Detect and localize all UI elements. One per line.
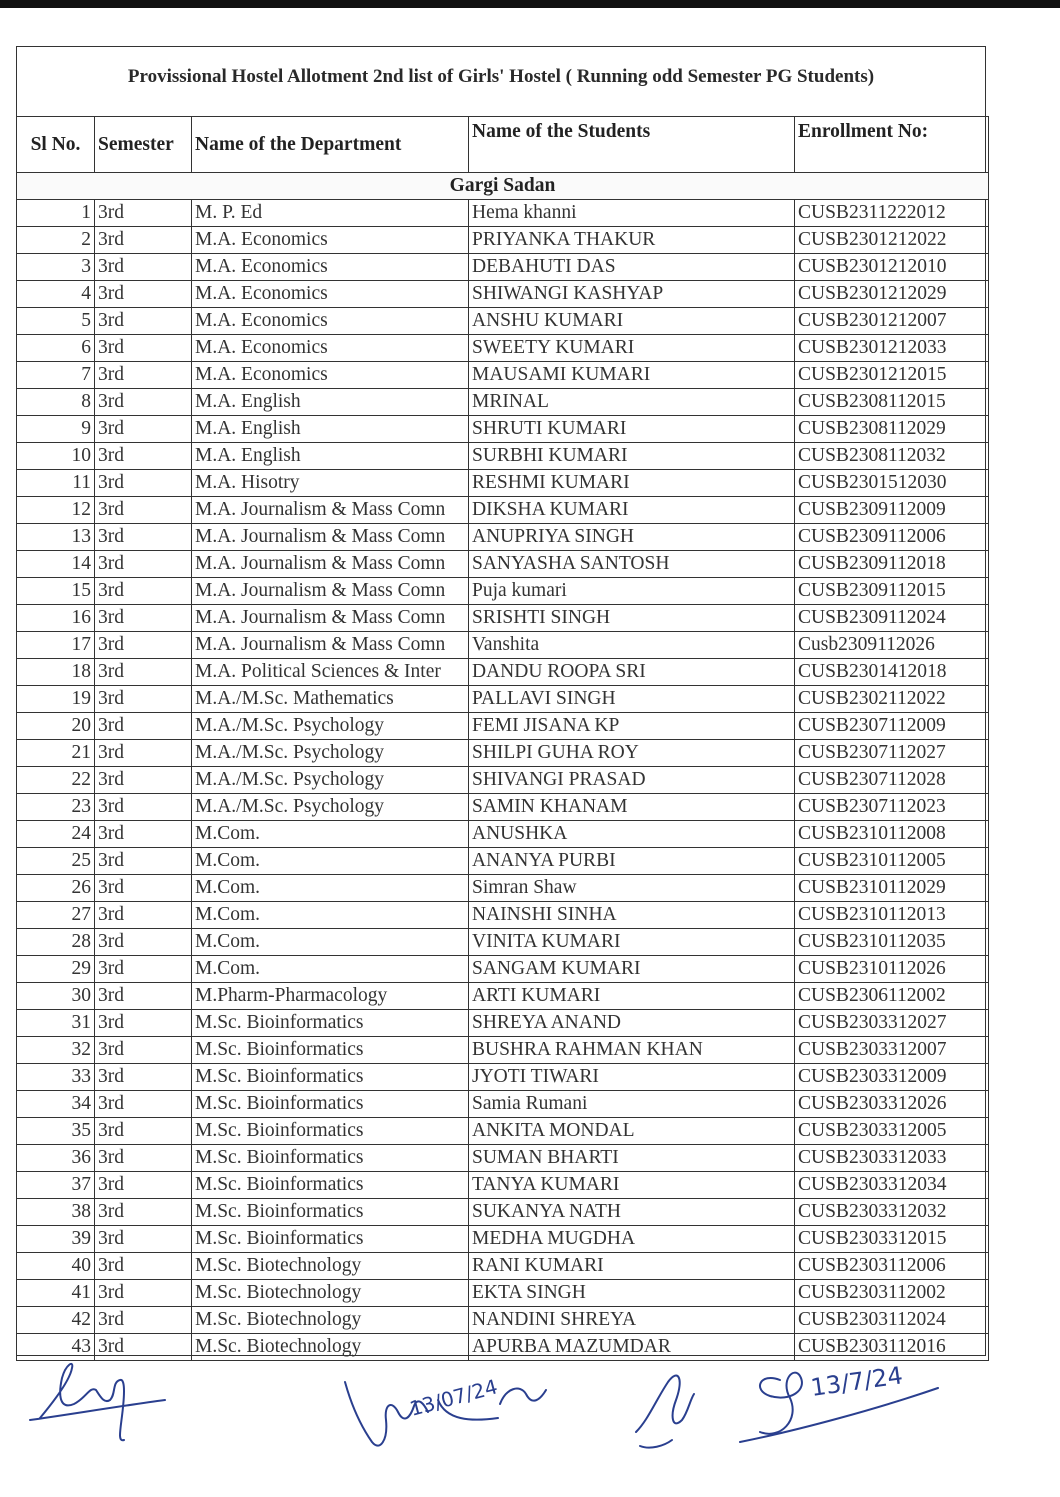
cell-sl-no: 42: [17, 1307, 95, 1334]
cell-semester: 3rd: [95, 200, 192, 227]
cell-student-name: VINITA KUMARI: [469, 929, 795, 956]
table-row: [17, 821, 989, 848]
cell-student-name: Puja kumari: [469, 578, 795, 605]
cell-semester: 3rd: [95, 470, 192, 497]
table-row: [17, 200, 989, 227]
table-row: [17, 605, 989, 632]
cell-semester: 3rd: [95, 929, 192, 956]
cell-sl-no: 36: [17, 1145, 95, 1172]
cell-sl-no: 25: [17, 848, 95, 875]
table-row: [17, 1118, 989, 1145]
cell-student-name: DANDU ROOPA SRI: [469, 659, 795, 686]
cell-student-name: SRISHTI SINGH: [469, 605, 795, 632]
table-row: [17, 1091, 989, 1118]
cell-department: M.Pharm-Pharmacology: [192, 983, 469, 1010]
cell-semester: 3rd: [95, 1199, 192, 1226]
cell-semester: 3rd: [95, 389, 192, 416]
cell-semester: 3rd: [95, 416, 192, 443]
table-row: [17, 686, 989, 713]
cell-sl-no: 32: [17, 1037, 95, 1064]
cell-enrollment: CUSB2310112026: [795, 956, 989, 983]
cell-sl-no: 37: [17, 1172, 95, 1199]
table-row: [17, 281, 989, 308]
section-title: Gargi Sadan: [17, 173, 989, 200]
cell-student-name: NAINSHI SINHA: [469, 902, 795, 929]
cell-enrollment: CUSB2303112016: [795, 1334, 989, 1361]
cell-student-name: DEBAHUTI DAS: [469, 254, 795, 281]
cell-enrollment: CUSB2307112028: [795, 767, 989, 794]
cell-semester: 3rd: [95, 1280, 192, 1307]
cell-department: M.A. Journalism & Mass Comn: [192, 578, 469, 605]
cell-sl-no: 17: [17, 632, 95, 659]
cell-student-name: Samia Rumani: [469, 1091, 795, 1118]
cell-semester: 3rd: [95, 1172, 192, 1199]
cell-department: M.A./M.Sc. Psychology: [192, 740, 469, 767]
cell-semester: 3rd: [95, 794, 192, 821]
cell-sl-no: 5: [17, 308, 95, 335]
cell-sl-no: 35: [17, 1118, 95, 1145]
page-title: Provissional Hostel Allotment 2nd list of Girls' Hostel ( Running odd Semester PG Students): [127, 66, 875, 87]
cell-semester: 3rd: [95, 1226, 192, 1253]
cell-student-name: SURBHI KUMARI: [469, 443, 795, 470]
table-row: [17, 1172, 989, 1199]
cell-enrollment: CUSB2311222012: [795, 200, 989, 227]
cell-department: M.Sc. Biotechnology: [192, 1253, 469, 1280]
cell-department: M.Sc. Bioinformatics: [192, 1091, 469, 1118]
cell-sl-no: 43: [17, 1334, 95, 1361]
table-header-row: [17, 117, 989, 173]
cell-semester: 3rd: [95, 524, 192, 551]
cell-sl-no: 3: [17, 254, 95, 281]
cell-sl-no: 11: [17, 470, 95, 497]
cell-student-name: DIKSHA KUMARI: [469, 497, 795, 524]
cell-student-name: NANDINI SHREYA: [469, 1307, 795, 1334]
cell-student-name: SHIVANGI PRASAD: [469, 767, 795, 794]
cell-department: M.A. Economics: [192, 362, 469, 389]
table-row: [17, 362, 989, 389]
cell-semester: 3rd: [95, 281, 192, 308]
table-row: [17, 875, 989, 902]
cell-semester: 3rd: [95, 1334, 192, 1361]
cell-sl-no: 22: [17, 767, 95, 794]
cell-sl-no: 4: [17, 281, 95, 308]
signature-date-2: 13/7/24: [808, 1361, 905, 1402]
cell-sl-no: 10: [17, 443, 95, 470]
cell-enrollment: CUSB2303312033: [795, 1145, 989, 1172]
cell-student-name: SHILPI GUHA ROY: [469, 740, 795, 767]
cell-semester: 3rd: [95, 1118, 192, 1145]
cell-department: M.A. Journalism & Mass Comn: [192, 551, 469, 578]
cell-semester: 3rd: [95, 659, 192, 686]
cell-enrollment: Cusb2309112026: [795, 632, 989, 659]
cell-student-name: ANUPRIYA SINGH: [469, 524, 795, 551]
table-row: [17, 659, 989, 686]
cell-student-name: PRIYANKA THAKUR: [469, 227, 795, 254]
cell-student-name: APURBA MAZUMDAR: [469, 1334, 795, 1361]
cell-department: M.Sc. Bioinformatics: [192, 1145, 469, 1172]
cell-semester: 3rd: [95, 254, 192, 281]
cell-enrollment: CUSB2303312032: [795, 1199, 989, 1226]
cell-department: M.Sc. Bioinformatics: [192, 1037, 469, 1064]
table-row: [17, 1010, 989, 1037]
cell-sl-no: 21: [17, 740, 95, 767]
cell-department: M.A./M.Sc. Mathematics: [192, 686, 469, 713]
cell-sl-no: 34: [17, 1091, 95, 1118]
cell-sl-no: 28: [17, 929, 95, 956]
table-row: [17, 524, 989, 551]
cell-sl-no: 15: [17, 578, 95, 605]
cell-semester: 3rd: [95, 551, 192, 578]
cell-student-name: SHREYA ANAND: [469, 1010, 795, 1037]
cell-enrollment: CUSB2308112032: [795, 443, 989, 470]
cell-department: M.A. Journalism & Mass Comn: [192, 605, 469, 632]
cell-department: M.A. Political Sciences & Inter: [192, 659, 469, 686]
cell-department: M.A. English: [192, 443, 469, 470]
cell-student-name: FEMI JISANA KP: [469, 713, 795, 740]
table-row: [17, 1064, 989, 1091]
cell-semester: 3rd: [95, 335, 192, 362]
header-semester: Semester: [95, 117, 192, 173]
cell-enrollment: CUSB2309112006: [795, 524, 989, 551]
table-row: [17, 578, 989, 605]
cell-enrollment: CUSB2307112009: [795, 713, 989, 740]
cell-student-name: BUSHRA RAHMAN KHAN: [469, 1037, 795, 1064]
cell-student-name: SHIWANGI KASHYAP: [469, 281, 795, 308]
cell-department: M.Com.: [192, 956, 469, 983]
cell-student-name: SWEETY KUMARI: [469, 335, 795, 362]
table-row: [17, 740, 989, 767]
table-row: [17, 416, 989, 443]
signature-date-1: 13/07/24: [407, 1374, 501, 1421]
cell-student-name: SANGAM KUMARI: [469, 956, 795, 983]
cell-semester: 3rd: [95, 875, 192, 902]
table-row: [17, 902, 989, 929]
cell-enrollment: CUSB2306112002: [795, 983, 989, 1010]
cell-sl-no: 27: [17, 902, 95, 929]
cell-enrollment: CUSB2309112024: [795, 605, 989, 632]
cell-department: M.Sc. Bioinformatics: [192, 1064, 469, 1091]
cell-enrollment: CUSB2303312005: [795, 1118, 989, 1145]
cell-department: M.Sc. Bioinformatics: [192, 1010, 469, 1037]
cell-semester: 3rd: [95, 578, 192, 605]
cell-student-name: ANKITA MONDAL: [469, 1118, 795, 1145]
cell-sl-no: 1: [17, 200, 95, 227]
allotment-table: [16, 116, 989, 1361]
table-row: [17, 389, 989, 416]
table-row: [17, 1145, 989, 1172]
table-row: [17, 632, 989, 659]
cell-department: M.Com.: [192, 929, 469, 956]
handwritten-signatures: [0, 1360, 1060, 1480]
cell-department: M.A. Economics: [192, 308, 469, 335]
table-row: [17, 227, 989, 254]
cell-department: M.A./M.Sc. Psychology: [192, 794, 469, 821]
cell-enrollment: CUSB2310112035: [795, 929, 989, 956]
cell-department: M.Com.: [192, 902, 469, 929]
cell-department: M.A./M.Sc. Psychology: [192, 767, 469, 794]
cell-sl-no: 38: [17, 1199, 95, 1226]
cell-enrollment: CUSB2303112002: [795, 1280, 989, 1307]
cell-enrollment: CUSB2309112015: [795, 578, 989, 605]
cell-enrollment: CUSB2303312026: [795, 1091, 989, 1118]
cell-enrollment: CUSB2301412018: [795, 659, 989, 686]
cell-semester: 3rd: [95, 632, 192, 659]
table-row: [17, 1253, 989, 1280]
cell-student-name: SANYASHA SANTOSH: [469, 551, 795, 578]
cell-semester: 3rd: [95, 362, 192, 389]
cell-enrollment: CUSB2309112009: [795, 497, 989, 524]
table-row: [17, 1037, 989, 1064]
table-row: [17, 794, 989, 821]
cell-semester: 3rd: [95, 1307, 192, 1334]
cell-department: M.A. Economics: [192, 254, 469, 281]
cell-sl-no: 12: [17, 497, 95, 524]
cell-semester: 3rd: [95, 1253, 192, 1280]
cell-semester: 3rd: [95, 767, 192, 794]
cell-student-name: JYOTI TIWARI: [469, 1064, 795, 1091]
cell-enrollment: CUSB2307112027: [795, 740, 989, 767]
cell-sl-no: 41: [17, 1280, 95, 1307]
table-row: [17, 848, 989, 875]
cell-student-name: ANANYA PURBI: [469, 848, 795, 875]
cell-sl-no: 7: [17, 362, 95, 389]
cell-department: M.A. Journalism & Mass Comn: [192, 497, 469, 524]
cell-department: M. P. Ed: [192, 200, 469, 227]
table-row: [17, 443, 989, 470]
cell-sl-no: 20: [17, 713, 95, 740]
table-row: [17, 1334, 989, 1361]
cell-student-name: PALLAVI SINGH: [469, 686, 795, 713]
cell-sl-no: 19: [17, 686, 95, 713]
cell-enrollment: CUSB2301212010: [795, 254, 989, 281]
cell-enrollment: CUSB2303312007: [795, 1037, 989, 1064]
cell-student-name: Vanshita: [469, 632, 795, 659]
cell-enrollment: CUSB2310112029: [795, 875, 989, 902]
cell-enrollment: CUSB2303312027: [795, 1010, 989, 1037]
cell-sl-no: 2: [17, 227, 95, 254]
cell-student-name: TANYA KUMARI: [469, 1172, 795, 1199]
cell-enrollment: CUSB2307112023: [795, 794, 989, 821]
cell-semester: 3rd: [95, 443, 192, 470]
scan-top-edge: [0, 0, 1060, 8]
cell-enrollment: CUSB2308112015: [795, 389, 989, 416]
table-row: [17, 767, 989, 794]
cell-enrollment: CUSB2303312034: [795, 1172, 989, 1199]
cell-semester: 3rd: [95, 740, 192, 767]
cell-department: M.Sc. Biotechnology: [192, 1280, 469, 1307]
cell-department: M.A./M.Sc. Psychology: [192, 713, 469, 740]
cell-semester: 3rd: [95, 497, 192, 524]
cell-student-name: Simran Shaw: [469, 875, 795, 902]
cell-department: M.A. English: [192, 389, 469, 416]
cell-enrollment: CUSB2303312009: [795, 1064, 989, 1091]
cell-enrollment: CUSB2303112006: [795, 1253, 989, 1280]
cell-sl-no: 18: [17, 659, 95, 686]
cell-student-name: SUKANYA NATH: [469, 1199, 795, 1226]
cell-sl-no: 13: [17, 524, 95, 551]
cell-student-name: EKTA SINGH: [469, 1280, 795, 1307]
table-row: [17, 308, 989, 335]
cell-sl-no: 8: [17, 389, 95, 416]
table-row: [17, 254, 989, 281]
cell-enrollment: CUSB2301212029: [795, 281, 989, 308]
cell-sl-no: 14: [17, 551, 95, 578]
cell-department: M.Sc. Bioinformatics: [192, 1172, 469, 1199]
cell-sl-no: 9: [17, 416, 95, 443]
cell-student-name: RESHMI KUMARI: [469, 470, 795, 497]
table-row: [17, 713, 989, 740]
cell-semester: 3rd: [95, 956, 192, 983]
cell-semester: 3rd: [95, 1091, 192, 1118]
cell-sl-no: 24: [17, 821, 95, 848]
cell-department: M.Sc. Biotechnology: [192, 1307, 469, 1334]
cell-sl-no: 30: [17, 983, 95, 1010]
cell-student-name: ARTI KUMARI: [469, 983, 795, 1010]
cell-student-name: MRINAL: [469, 389, 795, 416]
cell-department: M.A. English: [192, 416, 469, 443]
table-row: [17, 1280, 989, 1307]
cell-enrollment: CUSB2303312015: [795, 1226, 989, 1253]
cell-semester: 3rd: [95, 902, 192, 929]
cell-department: M.Sc. Bioinformatics: [192, 1226, 469, 1253]
cell-department: M.A. Economics: [192, 335, 469, 362]
cell-student-name: RANI KUMARI: [469, 1253, 795, 1280]
cell-student-name: SAMIN KHANAM: [469, 794, 795, 821]
cell-semester: 3rd: [95, 227, 192, 254]
cell-department: M.Sc. Biotechnology: [192, 1334, 469, 1361]
cell-student-name: Hema khanni: [469, 200, 795, 227]
cell-student-name: MEDHA MUGDHA: [469, 1226, 795, 1253]
signatures-area: [0, 1360, 1060, 1480]
cell-sl-no: 26: [17, 875, 95, 902]
cell-enrollment: CUSB2301212015: [795, 362, 989, 389]
cell-student-name: SHRUTI KUMARI: [469, 416, 795, 443]
cell-enrollment: CUSB2301512030: [795, 470, 989, 497]
table-row: [17, 929, 989, 956]
table-row: [17, 1307, 989, 1334]
cell-enrollment: CUSB2303112024: [795, 1307, 989, 1334]
header-student-name: Name of the Students: [469, 117, 795, 173]
cell-semester: 3rd: [95, 605, 192, 632]
cell-semester: 3rd: [95, 1145, 192, 1172]
cell-department: M.A. Hisotry: [192, 470, 469, 497]
cell-enrollment: CUSB2310112005: [795, 848, 989, 875]
cell-sl-no: 16: [17, 605, 95, 632]
cell-sl-no: 23: [17, 794, 95, 821]
cell-student-name: MAUSAMI KUMARI: [469, 362, 795, 389]
cell-semester: 3rd: [95, 983, 192, 1010]
cell-enrollment: CUSB2301212033: [795, 335, 989, 362]
table-row: [17, 983, 989, 1010]
cell-sl-no: 6: [17, 335, 95, 362]
cell-semester: 3rd: [95, 1010, 192, 1037]
table-row: [17, 497, 989, 524]
cell-department: M.Com.: [192, 875, 469, 902]
cell-sl-no: 40: [17, 1253, 95, 1280]
cell-department: M.A. Economics: [192, 227, 469, 254]
cell-semester: 3rd: [95, 1037, 192, 1064]
cell-semester: 3rd: [95, 308, 192, 335]
cell-enrollment: CUSB2301212022: [795, 227, 989, 254]
cell-enrollment: CUSB2301212007: [795, 308, 989, 335]
cell-department: M.A. Journalism & Mass Comn: [192, 524, 469, 551]
header-department: Name of the Department: [192, 117, 469, 173]
cell-sl-no: 33: [17, 1064, 95, 1091]
cell-department: M.Com.: [192, 848, 469, 875]
cell-sl-no: 31: [17, 1010, 95, 1037]
table-row: [17, 1226, 989, 1253]
table-row: [17, 470, 989, 497]
cell-enrollment: CUSB2310112008: [795, 821, 989, 848]
cell-enrollment: CUSB2309112018: [795, 551, 989, 578]
cell-sl-no: 29: [17, 956, 95, 983]
cell-department: M.A. Journalism & Mass Comn: [192, 632, 469, 659]
cell-semester: 3rd: [95, 713, 192, 740]
table-row: [17, 1199, 989, 1226]
table-row: [17, 956, 989, 983]
cell-semester: 3rd: [95, 848, 192, 875]
cell-department: M.Sc. Bioinformatics: [192, 1118, 469, 1145]
cell-student-name: ANUSHKA: [469, 821, 795, 848]
header-sl-no: Sl No.: [17, 117, 95, 173]
cell-semester: 3rd: [95, 1064, 192, 1091]
cell-enrollment: CUSB2310112013: [795, 902, 989, 929]
cell-sl-no: 39: [17, 1226, 95, 1253]
cell-semester: 3rd: [95, 686, 192, 713]
cell-student-name: ANSHU KUMARI: [469, 308, 795, 335]
cell-student-name: SUMAN BHARTI: [469, 1145, 795, 1172]
cell-enrollment: CUSB2302112022: [795, 686, 989, 713]
cell-semester: 3rd: [95, 821, 192, 848]
cell-department: M.Com.: [192, 821, 469, 848]
cell-department: M.Sc. Bioinformatics: [192, 1199, 469, 1226]
header-enrollment: Enrollment No:: [795, 117, 989, 173]
table-row: [17, 335, 989, 362]
table-row: [17, 551, 989, 578]
cell-enrollment: CUSB2308112029: [795, 416, 989, 443]
cell-department: M.A. Economics: [192, 281, 469, 308]
section-row: [17, 173, 989, 200]
